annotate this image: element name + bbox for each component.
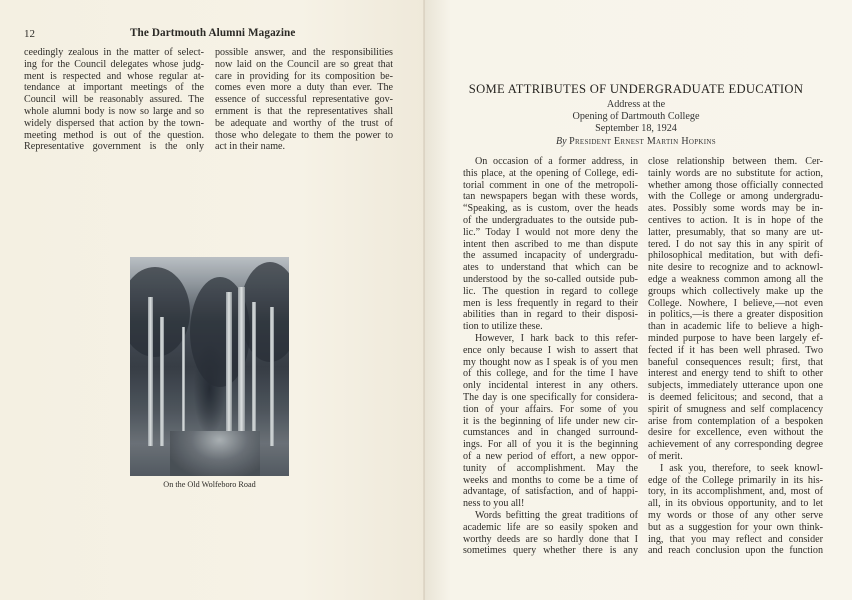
text-line: philosophical meditation, but with defi-: [648, 250, 823, 262]
text-line: weeks and months to come be a time of: [463, 474, 638, 486]
text-line: tion to utilize these.: [463, 321, 543, 333]
byline: [450, 136, 822, 147]
text-line: ing, that you may reflect and consider: [648, 533, 823, 545]
text-line: latter, presumably, that so many are ut-: [648, 226, 823, 238]
text-line: spirit of smugness and self complacency: [648, 403, 823, 415]
text-line: of this college, and for the time I have: [463, 368, 638, 380]
running-head: The Dartmouth Alumni Magazine: [130, 27, 296, 39]
text-line: ment is respected and whose regular at-: [24, 70, 204, 82]
left-page: [0, 0, 425, 600]
text-line: my thought now as I speak is of you men: [463, 356, 638, 368]
text-line: ence only because I wish to assert that: [463, 344, 638, 356]
left-column-1: [24, 47, 204, 153]
text-line: ates. Possibly some words may be in-: [648, 203, 823, 215]
text-line: interest and energy tend to shift to other: [648, 368, 823, 380]
figure-caption: On the Old Wolfeboro Road: [163, 480, 256, 489]
byline-by: By: [556, 136, 567, 147]
text-line: now laid on the Council are so great that: [215, 58, 393, 70]
text-line: care in providing for its composition be-: [215, 70, 393, 82]
subtitle-line: Address at the: [606, 99, 666, 110]
subtitle-line: Opening of Dartmouth College: [572, 111, 700, 122]
text-line: tered. I do not say this in any spirit of: [648, 238, 823, 250]
text-line: men is less frequently in regard to their: [463, 297, 638, 309]
text-line: worthy deeds are so hardly done that I: [463, 533, 638, 545]
text-line: desire for excellence, even without the: [648, 427, 823, 439]
text-line: sometimes query whether there is any: [463, 545, 638, 557]
text-line: tendance at important meetings of the: [24, 82, 204, 94]
text-line: lic.” Today I would not more deny the: [463, 226, 638, 238]
text-line: ness to you all!: [463, 498, 525, 510]
text-line: intent then ascribed to me than dispute: [463, 238, 638, 250]
text-line: essence of successful representative gov-: [215, 94, 393, 106]
text-line: but as a suggestion for your own think-: [648, 521, 823, 533]
text-line: whether among those officially connected: [648, 179, 823, 191]
text-line: baneful consequences result; first, that: [648, 356, 823, 368]
text-line: Words befitting the great traditions of: [475, 509, 638, 521]
text-line: groups which collectively make up the: [648, 285, 823, 297]
text-line: edge a weakness common among all the: [648, 273, 823, 285]
text-line: comes even more a duty than ever. The: [215, 82, 393, 94]
text-line: it is the beginning of life under new cir-: [463, 415, 638, 427]
text-line: tory, in its accomplishment, and, most of: [648, 486, 823, 498]
text-line: Representative government is the only: [24, 141, 204, 153]
subtitle-line: September 18, 1924: [595, 123, 677, 134]
text-line: widely dispersed that action by the town-: [24, 117, 204, 129]
text-line: this place, at the opening of College, edi-: [463, 167, 638, 179]
text-line: fected if it has been well phrased. Two: [648, 344, 823, 356]
text-line: centives to action. It is in hope of the: [648, 214, 823, 226]
text-line: However, I hark back to this refer-: [475, 332, 638, 344]
text-line: The day is one specifically for considera-: [463, 391, 638, 403]
text-line: achievement of any corresponding degree: [648, 439, 823, 451]
text-line: and reach conclusion upon the function: [648, 545, 823, 557]
text-line: subjects, immediately utterance upon one: [648, 380, 823, 392]
text-line: close relationship between them. Cer-: [648, 156, 823, 167]
page-number: 12: [24, 28, 35, 40]
text-line: of a new period of effort, a new oppor-: [463, 450, 638, 462]
text-line: I ask you, therefore, to seek knowl-: [660, 462, 823, 474]
text-line: ates to understand that which can be: [463, 262, 638, 274]
text-line: than in academic life to believe a high-: [648, 321, 823, 333]
text-line: ing for the Council delegates whose judg-: [24, 58, 204, 70]
text-line: act in their name.: [215, 141, 286, 153]
text-line: nite desire to recognize and to acknowl-: [648, 262, 823, 274]
text-line: whole alumni body is now so large and so: [24, 105, 204, 117]
text-line: of the undergraduates to the outside pub-: [463, 214, 638, 226]
text-line: torial comment in one of the metropoli-: [463, 179, 638, 191]
text-line: tan newspapers began with these words,: [463, 191, 638, 203]
text-line: be adequate and worthy of the trust of: [215, 117, 393, 129]
text-line: is deemed felicitous; and second, that a: [648, 391, 823, 403]
text-line: ceedingly zealous in the matter of select-: [24, 47, 204, 58]
article-title: SOME ATTRIBUTES OF UNDERGRADUATE EDUCATION: [468, 82, 804, 96]
right-column-2: [648, 156, 823, 557]
text-line: academic life are so easily spoken and: [463, 521, 638, 533]
text-line: arise from contemplation of a bespoken: [648, 415, 823, 427]
text-line: my words or those of any other serve: [648, 509, 823, 521]
byline-author: President Ernest Martin Hopkins: [569, 136, 716, 147]
text-line: all, in its obvious opportunity, and to let: [648, 498, 823, 510]
text-line: Council will be reasonably assured. The: [24, 94, 204, 106]
text-line: On occasion of a former address, in: [475, 156, 638, 167]
text-line: the assumed incapacity of undergradu-: [463, 250, 638, 262]
text-line: ings. For all of you it is the beginning: [463, 439, 638, 451]
woodland-photo: [130, 257, 289, 476]
text-line: cumstances and in changed surround-: [463, 427, 638, 439]
text-line: meeting method is out of the question.: [24, 129, 204, 141]
text-line: edge of the College primarily in its his-: [648, 474, 823, 486]
text-line: minded purpose to have been largely ef-: [648, 332, 823, 344]
text-line: ernment is that the representatives shall: [215, 105, 393, 117]
text-line: in politics,—is there a greater disposition: [648, 309, 823, 321]
text-line: of merit.: [648, 450, 683, 462]
right-column-1: [463, 156, 638, 557]
text-line: tion of your affairs. For some of you: [463, 403, 638, 415]
text-line: only incidental interest in any others.: [463, 380, 638, 392]
left-column-2: [215, 47, 393, 153]
text-line: College. Nowhere, I believe,—not even: [648, 297, 823, 309]
text-line: tunity of accomplishment. May the: [463, 462, 638, 474]
text-line: those who delegate to them the power to: [215, 129, 393, 141]
text-line: advantage, of satisfaction, and of happi-: [463, 486, 638, 498]
text-line: with the College or among undergradu-: [648, 191, 823, 203]
text-line: possible answer, and the responsibilities: [215, 47, 393, 58]
text-line: “Speaking, as is custom, over the heads: [463, 203, 638, 215]
text-line: lic. The question in regard to college: [463, 285, 638, 297]
text-line: understood by the so-called outside pub-: [463, 273, 638, 285]
text-line: abilities than in regard to their disposi-: [463, 309, 638, 321]
text-line: tainly words are no substitute for action,: [648, 167, 823, 179]
